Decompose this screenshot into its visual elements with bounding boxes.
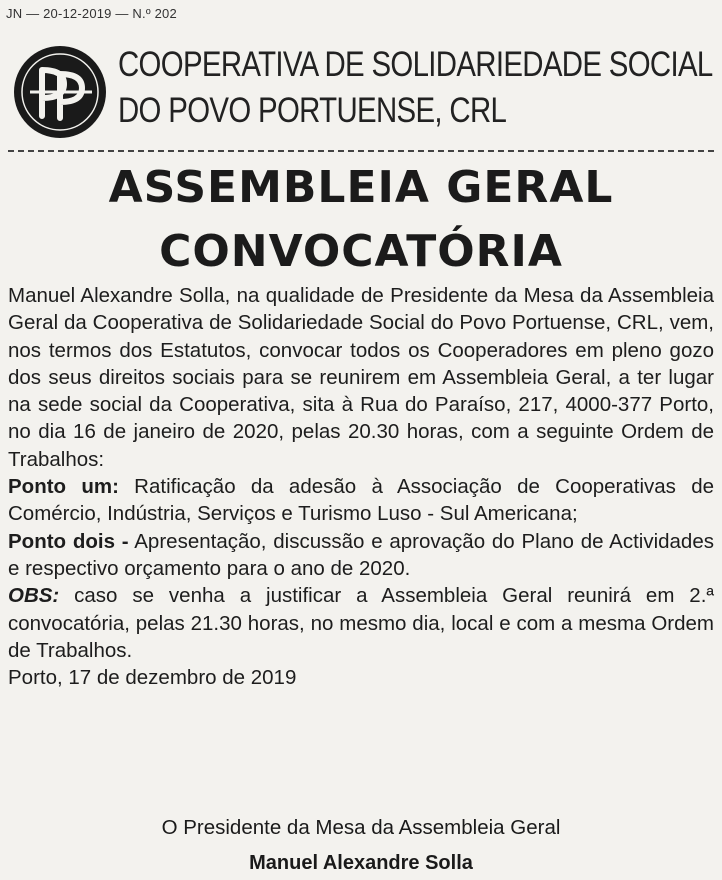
agenda-item-2 [8,528,714,583]
agenda-item-1-text: Ratificação da adesão à Associação de Cooperativas de Comércio, Indústria, Serviços e Turismo Luso - Sul Americana; [8,475,715,526]
cooperative-monogram-logo-icon [12,44,108,140]
obs-paragraph [8,582,714,664]
intro-paragraph: Manuel Alexandre Solla, na qualidade de Presidente da Mesa da Assembleia Geral da Cooperativa de Solidariedade Social do Povo Portuense, CRL, vem, nos termos dos Estatutos, convocar todos os Cooperadores em pleno gozo dos seus direitos sociais para se reunirem em Assembleia Geral, a ter lugar na sede social da Cooperativa, sita à Rua do Paraíso, 217, 4000-377 Porto, no dia 16 de janeiro de 2020, pelas 20.30 horas, com a seguinte Ordem de Trabalhos: [8,284,714,471]
notice-body [8,282,714,691]
agenda-item-1-label: Ponto um: [8,475,119,499]
agenda-item-1 [8,473,714,528]
signature-role: O Presidente da Mesa da Assembleia Geral [161,816,561,839]
organization-name-line2: DO POVO PORTUENSE, CRL [118,91,507,130]
divider [8,150,714,152]
obs-text: caso se venha a justificar a Assembleia Geral reunirá em 2.ª convocatória, pelas 21.30 horas, no mesmo dia, local e com a mesma Ordem de Trabalhos. [8,584,714,662]
agenda-item-2-text: Apresentação, discussão e aprovação do Plano de Actividades e respectivo orçamento para o ano de 2020. [8,529,714,580]
organization-name-line1: COOPERATIVA DE SOLIDARIEDADE SOCIAL [118,45,713,84]
organization-name [118,42,713,134]
obs-label: OBS: [8,584,60,608]
signature-name: Manuel Alexandre Solla [249,852,473,874]
source-line: JN — 20-12-2019 — N.º 202 [6,6,177,21]
title-line1: ASSEMBLEIA GERAL [108,162,614,213]
title-line2: CONVOCATÓRIA [159,226,563,277]
agenda-item-2-label: Ponto dois - [8,529,129,553]
place-date: Porto, 17 de dezembro de 2019 [8,666,297,690]
